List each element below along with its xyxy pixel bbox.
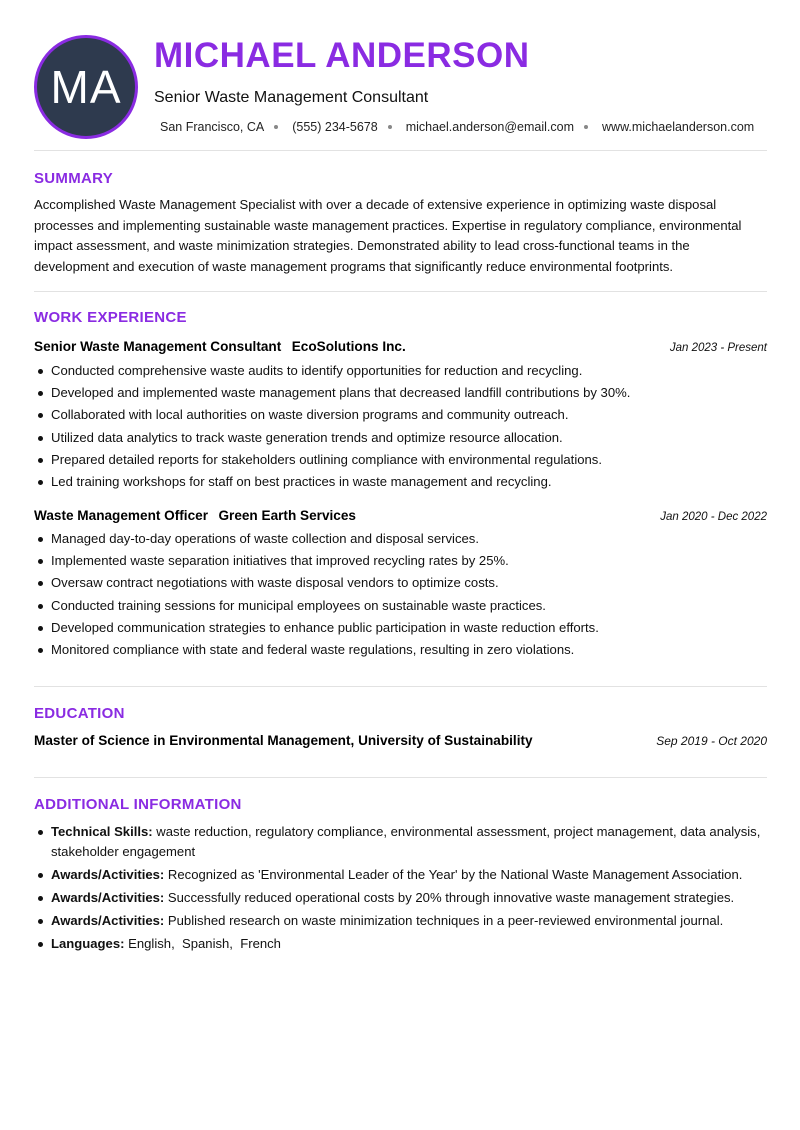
list-item: Utilized data analytics to track waste generation trends and optimize resource allocation. bbox=[34, 427, 767, 449]
separator-dot bbox=[274, 125, 278, 129]
list-item: Oversaw contract negotiations with waste disposal vendors to optimize costs. bbox=[34, 572, 767, 594]
list-item: Collaborated with local authorities on waste diversion programs and community outreach. bbox=[34, 404, 767, 426]
contact-location: San Francisco, CA bbox=[160, 120, 265, 134]
contact-website[interactable]: www.michaelanderson.com bbox=[602, 120, 755, 134]
section-divider bbox=[34, 777, 767, 778]
job-role: Waste Management Officer bbox=[34, 508, 208, 523]
list-item: Monitored compliance with state and federal waste regulations, resulting in zero violations. bbox=[34, 639, 767, 661]
list-item: Implemented waste separation initiatives that improved recycling rates by 25%. bbox=[34, 550, 767, 572]
summary-heading: SUMMARY bbox=[34, 170, 114, 187]
education-entry bbox=[34, 733, 767, 748]
job-dates: Jan 2020 - Dec 2022 bbox=[660, 511, 767, 523]
avatar-initials: MA bbox=[50, 61, 122, 113]
list-item bbox=[34, 822, 767, 861]
section-divider bbox=[34, 150, 767, 151]
summary-text: Accomplished Waste Management Specialist with over a decade of extensive experience in optimizing waste disposal processes and implementing sustainable waste management practices. Expertise in regulatory compliance, environmental impact assessment, and waste minimization strategies. Demonstrated ability to lead cross-functional teams in the development and execution of waste management programs that significantly reduce environmental footprints. bbox=[34, 197, 742, 274]
list-item: Prepared detailed reports for stakeholders outlining compliance with environmental regulations. bbox=[34, 449, 767, 471]
list-item: Managed day-to-day operations of waste collection and disposal services. bbox=[34, 528, 767, 550]
list-item: Conducted training sessions for municipal employees on sustainable waste practices. bbox=[34, 595, 767, 617]
job-header bbox=[34, 338, 767, 356]
item-label: Awards/Activities: bbox=[51, 889, 165, 905]
separator-dot bbox=[584, 125, 588, 129]
experience-heading: WORK EXPERIENCE bbox=[34, 309, 187, 326]
list-item: Developed and implemented waste management plans that decreased landfill contributions by 30%. bbox=[34, 382, 767, 404]
additional-heading: ADDITIONAL INFORMATION bbox=[34, 796, 242, 813]
section-divider bbox=[34, 686, 767, 687]
item-label: Awards/Activities: bbox=[51, 912, 165, 928]
avatar bbox=[34, 35, 138, 139]
education-dates: Sep 2019 - Oct 2020 bbox=[656, 734, 767, 748]
job-company: EcoSolutions Inc. bbox=[291, 339, 406, 354]
item-text: Recognized as 'Environmental Leader of the Year' by the National Waste Management Association. bbox=[167, 866, 743, 882]
list-item: Developed communication strategies to enhance public participation in waste reduction efforts. bbox=[34, 617, 767, 639]
education-degree: Master of Science in Environmental Management, University of Sustainability bbox=[34, 733, 533, 748]
job-header bbox=[34, 507, 767, 525]
list-item: Led training workshops for staff on best practices in waste management and recycling. bbox=[34, 471, 767, 493]
list-item bbox=[34, 934, 767, 954]
section-divider bbox=[34, 291, 767, 292]
job-bullets bbox=[34, 528, 767, 661]
item-text: Published research on waste minimization techniques in a peer-reviewed environmental journal. bbox=[167, 912, 724, 928]
item-label: Languages: bbox=[51, 935, 125, 951]
separator-dot bbox=[388, 125, 392, 129]
job-company: Green Earth Services bbox=[218, 508, 356, 523]
item-label: Technical Skills: bbox=[51, 824, 153, 839]
item-label: Awards/Activities: bbox=[51, 866, 165, 882]
candidate-title: Senior Waste Management Consultant bbox=[154, 89, 429, 106]
contact-bar bbox=[160, 120, 754, 134]
item-text: English, Spanish, French bbox=[128, 935, 281, 951]
job-bullets bbox=[34, 360, 767, 493]
contact-email[interactable]: michael.anderson@email.com bbox=[405, 120, 575, 134]
item-text: waste reduction, regulatory compliance, environmental assessment, project management, data analysis, stakeholder engagement bbox=[51, 824, 761, 859]
list-item bbox=[34, 911, 767, 931]
job-role: Senior Waste Management Consultant bbox=[34, 339, 282, 354]
additional-list bbox=[34, 822, 767, 957]
list-item bbox=[34, 888, 767, 908]
contact-phone[interactable]: (555) 234-5678 bbox=[292, 120, 378, 134]
item-text: Successfully reduced operational costs by 20% through innovative waste management strategies. bbox=[167, 889, 735, 905]
list-item bbox=[34, 865, 767, 885]
job-dates: Jan 2023 - Present bbox=[669, 342, 767, 354]
list-item: Conducted comprehensive waste audits to identify opportunities for reduction and recycling. bbox=[34, 360, 767, 382]
education-heading: EDUCATION bbox=[34, 705, 125, 722]
candidate-name: MICHAEL ANDERSON bbox=[154, 36, 530, 75]
